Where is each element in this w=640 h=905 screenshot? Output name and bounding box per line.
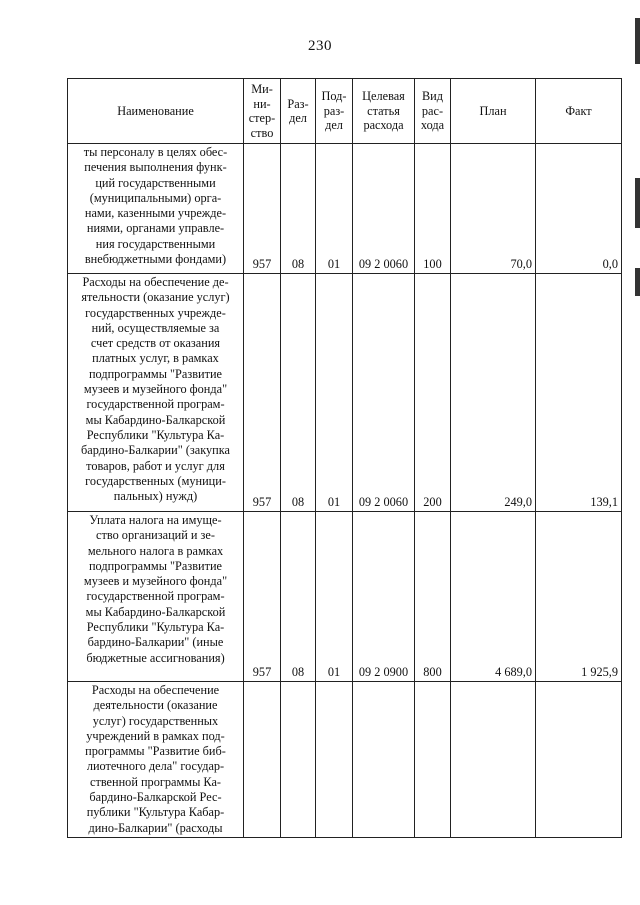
row-ministry: 957 — [244, 274, 281, 512]
header-ministry: Ми- ни- стер- ство — [244, 79, 281, 144]
scan-edge-mark — [635, 18, 640, 64]
row-fact: 0,0 — [536, 144, 622, 274]
row-target-article — [353, 682, 415, 838]
row-fact: 139,1 — [536, 274, 622, 512]
row-target-article: 09 2 0900 — [353, 512, 415, 682]
row-section: 08 — [281, 512, 316, 682]
row-expense-type — [415, 682, 451, 838]
scan-edge-mark — [635, 178, 640, 228]
row-subsection: 01 — [316, 144, 353, 274]
row-subsection — [316, 682, 353, 838]
table-row — [68, 512, 622, 682]
row-name: ты персоналу в целях обес- печения выполнения функ- ций государственными (муниципальными) орга- нами, казенными учрежде- ниями, органами управле- ния государственными внебюджетными фондами) — [68, 144, 244, 274]
row-plan: 4 689,0 — [451, 512, 536, 682]
table-header — [68, 79, 622, 144]
header-section: Раз- дел — [281, 79, 316, 144]
row-expense-type: 200 — [415, 274, 451, 512]
row-target-article: 09 2 0060 — [353, 144, 415, 274]
header-plan: План — [451, 79, 536, 144]
table-row — [68, 682, 622, 838]
header-fact: Факт — [536, 79, 622, 144]
header-name: Наименование — [68, 79, 244, 144]
row-fact: 1 925,9 — [536, 512, 622, 682]
header-subsection: Под- раз- дел — [316, 79, 353, 144]
row-expense-type: 100 — [415, 144, 451, 274]
row-ministry: 957 — [244, 512, 281, 682]
table-row — [68, 144, 622, 274]
row-plan — [451, 682, 536, 838]
row-fact — [536, 682, 622, 838]
row-expense-type: 800 — [415, 512, 451, 682]
header-target-article: Целевая статья расхода — [353, 79, 415, 144]
row-subsection: 01 — [316, 512, 353, 682]
table-row — [68, 274, 622, 512]
row-section: 08 — [281, 274, 316, 512]
row-target-article: 09 2 0060 — [353, 274, 415, 512]
header-expense-type: Вид рас- хода — [415, 79, 451, 144]
row-plan: 70,0 — [451, 144, 536, 274]
row-section — [281, 682, 316, 838]
row-ministry: 957 — [244, 144, 281, 274]
row-plan: 249,0 — [451, 274, 536, 512]
row-name: Уплата налога на имуще- ство организаций и зе- мельного налога в рамках подпрограммы "Развитие музеев и музейного фонда" государственной програм- мы Кабардино-Балкарской Республики "Культура Ка- бардино-Балкарии" (иные бюджетные ассигнования) — [68, 512, 244, 682]
budget-table — [67, 78, 622, 838]
row-ministry — [244, 682, 281, 838]
scan-edge-mark — [635, 268, 640, 296]
row-section: 08 — [281, 144, 316, 274]
row-subsection: 01 — [316, 274, 353, 512]
row-name: Расходы на обеспечение деятельности (оказание услуг) государственных учреждений в рамках под- программы "Развитие биб- лиотечного дела" государ- ственной программы Ка- бардино-Балкарской Рес- публики "Культура Кабар- дино-Балкарии" (расходы — [68, 682, 244, 838]
page-number: 230 — [308, 38, 332, 54]
row-name: Расходы на обеспечение де- ятельности (оказание услуг) государственных учрежде- ний, осуществляемые за счет средств от оказания платных услуг, в рамках подпрограммы "Развитие музеев и музейного фонда" государственной програм- мы Кабардино-Балкарской Республики "Культура Ка- бардино-Балкарии" (закупка товаров, работ и услуг для государственных (муници- пальных) нужд) — [68, 274, 244, 512]
